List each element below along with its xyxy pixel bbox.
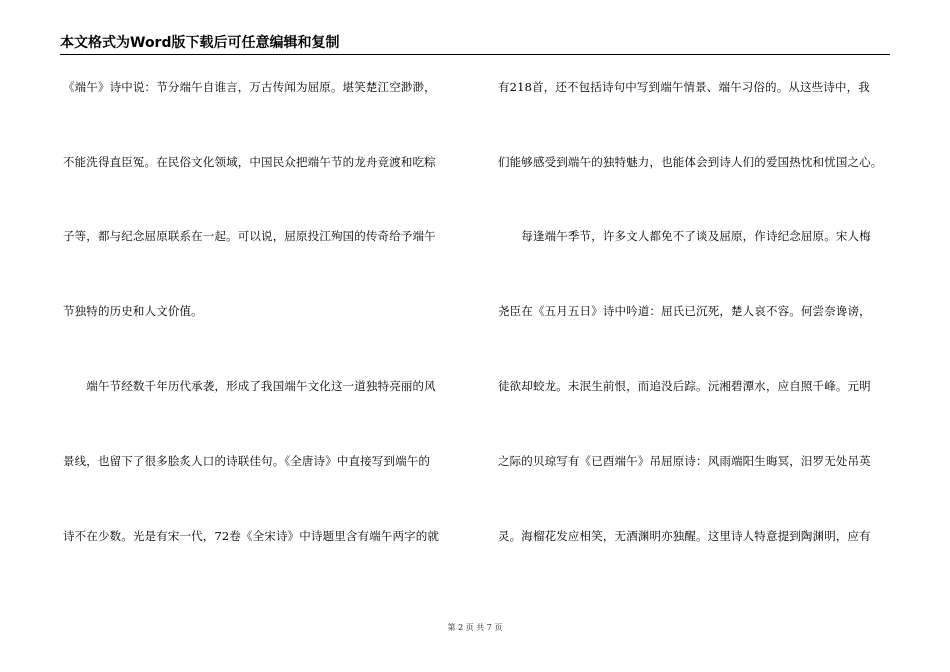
header-divider bbox=[60, 54, 890, 55]
paragraph-line: 尧臣在《五月五日》诗中吟道：屈氏已沉死，楚人哀不容。何尝奈谗谤， bbox=[498, 304, 871, 318]
paragraph-line: 们能够感受到端午的独特魅力，也能体会到诗人们的爱国热忱和忧国之心。 bbox=[498, 155, 883, 169]
paragraph-line: 诗不在少数。光是有宋一代，72卷《全宋诗》中诗题里含有端午两字的就 bbox=[63, 529, 440, 543]
paragraph-line: 徒欲却蛟龙。未泯生前恨，而追没后踪。沅湘碧潭水，应自照千峰。元明 bbox=[498, 379, 871, 393]
paragraph-line: 《端午》诗中说：节分端午自谁言，万古传闻为屈原。堪笑楚江空渺渺， bbox=[63, 80, 436, 94]
paragraph-line: 节独特的历史和人文价值。 bbox=[63, 304, 203, 318]
paragraph-line: 每逢端午季节，许多文人都免不了谈及屈原，作诗纪念屈原。宋人梅 bbox=[498, 229, 871, 243]
paragraph-line: 不能洗得直臣冤。在民俗文化领域，中国民众把端午节的龙舟竞渡和吃粽 bbox=[63, 155, 436, 169]
paragraph-line: 子等，都与纪念屈原联系在一起。可以说，屈原投江殉国的传奇给予端午 bbox=[63, 229, 436, 243]
page-number: 第 2 页 共 7 页 bbox=[447, 623, 503, 632]
paragraph-line: 有218首，还不包括诗句中写到端午情景、端午习俗的。从这些诗中，我 bbox=[498, 80, 870, 94]
document-header-title: 本文格式为Word版下载后可任意编辑和复制 bbox=[60, 35, 340, 51]
paragraph-line: 景线，也留下了很多脍炙人口的诗联佳句。《全唐诗》中直接写到端午的 bbox=[63, 454, 431, 468]
paragraph-line: 端午节经数千年历代承袭，形成了我国端午文化这一道独特亮丽的风 bbox=[63, 379, 436, 393]
paragraph-line: 灵。海榴花发应相笑，无酒渊明亦独醒。这里诗人特意提到陶渊明，应有 bbox=[498, 529, 871, 543]
paragraph-line: 之际的贝琼写有《已酉端午》吊屈原诗：风雨端阳生晦冥，汨罗无处吊英 bbox=[498, 454, 871, 468]
